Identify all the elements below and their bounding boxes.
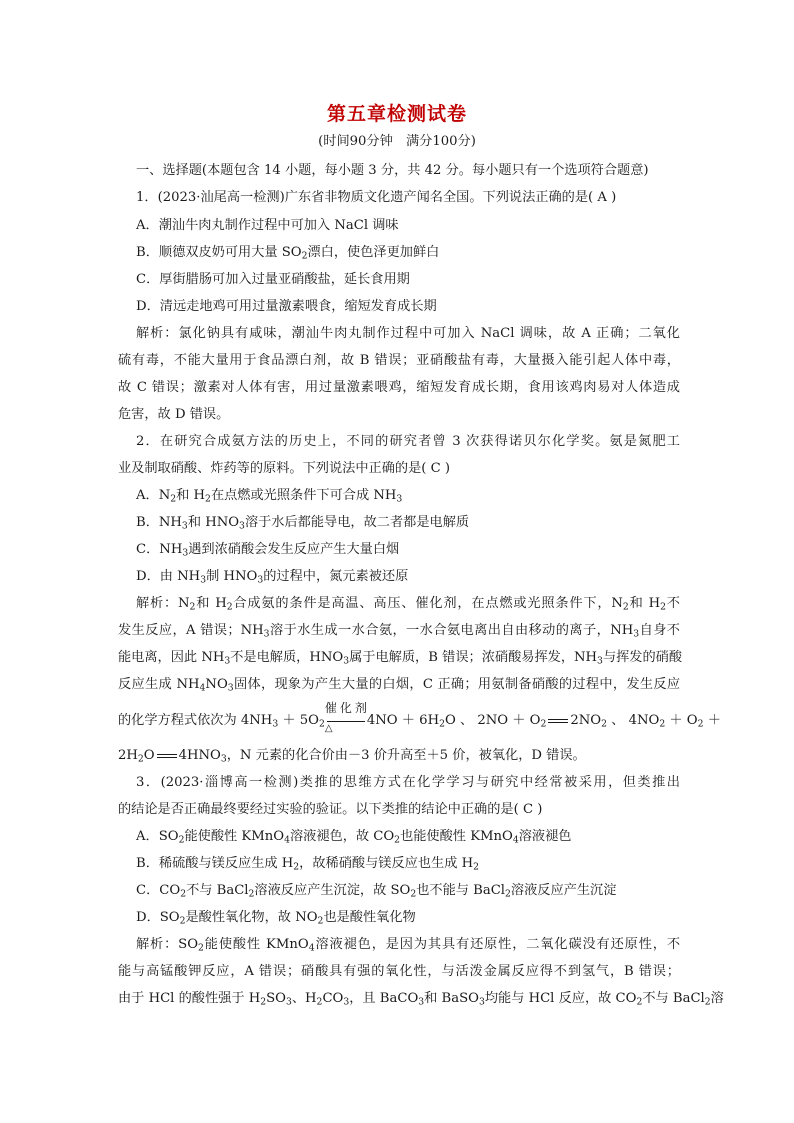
question-1-stem: 1．(2023·汕尾高一检测)广东省非物质文化遗产闻名全国。下列说法正确的是( A ) <box>136 190 617 205</box>
question-3-option-d: D．$SO_2$是酸性氧化物，故 $NO_2$也是酸性氧化物 <box>136 910 416 927</box>
question-3-option-b: B．稀硫酸与镁反应生成 $H_2$，故稀硝酸与镁反应也生成 $H_2$ <box>136 856 479 873</box>
question-2-explanation-line-2: 发生反应，A 错误；$NH_3$溶于水生成一水合氨，一水合氨电离出自由移动的离子，$NH_3$自身不 <box>118 623 680 640</box>
question-2-explanation-equations: 的化学方程式依次为 $4NH_3 + 5O_2$ 催化剂 △ $4NO + 6H_2O$ 、 $2NO + O_2$ $2NO_2$ 、 $4NO_2 + O_2$ ＋ <box>118 701 721 734</box>
page-title: 第五章检测试卷 <box>326 103 467 125</box>
question-1-explanation-line-1: 解析：氯化钠具有咸味，潮汕牛肉丸制作过程中可加入 NaCl 调味，故 A 正确；二氧化 <box>136 326 680 341</box>
question-3-stem-line-1: 3．(2023·淄博高一检测)类推的思维方式在化学学习与研究中经常被采用，但类推出 <box>136 775 680 790</box>
reaction-equals-sign <box>155 747 179 765</box>
question-2-option-b: B．$NH_3$和 $HNO_3$溶于水后都能导电，故二者都是电解质 <box>136 515 470 532</box>
question-2-stem-line-2: 业及制取硝酸、炸药等的原料。下列说法中正确的是( C ) <box>118 461 451 476</box>
question-2-explanation-line-3: 能电离，因此 $NH_3$不是电解质，$HNO_3$属于电解质，B 错误；浓硝酸易挥发，$NH_3$与挥发的硝酸 <box>118 650 683 667</box>
section-intro: 一、选择题(本题包含 14 小题，每小题 3 分，共 42 分。每小题只有一个选项符合题意) <box>136 163 649 178</box>
question-3-option-c: C．$CO_2$不与 BaCl$_2$溶液反应产生沉淀，故 $SO_2$也不能与 BaCl$_2$溶液反应产生沉淀 <box>136 883 617 900</box>
question-3-explanation-line-1: 解析：$SO_2$能使酸性 KMnO$_4$溶液褪色，是因为其具有还原性，二氧化碳没有还原性，不 <box>136 937 680 954</box>
question-1-explanation-line-2: 硫有毒，不能大量用于食品漂白剂，故 B 错误；亚硝酸盐有毒，大量摄入能引起人体中毒， <box>118 353 680 368</box>
question-2-option-a: A．$N_2$和 $H_2$在点燃或光照条件下可合成 $NH_3$ <box>136 488 403 505</box>
question-2-stem-line-1: 2．在研究合成氨方法的历史上，不同的研究者曾 3 次获得诺贝尔化学奖。氨是氮肥工 <box>136 434 680 449</box>
catalyst-heat-arrow: 催化剂 △ <box>324 701 367 734</box>
question-2-explanation-line-1: 解析：$N_2$和 $H_2$合成氨的条件是高温、高压、催化剂，在点燃或光照条件下，$N_2$和 $H_2$不 <box>136 596 680 613</box>
question-1-option-c: C．厚街腊肠可加入过量亚硝酸盐，延长食用期 <box>136 272 410 287</box>
question-3-explanation-line-2: 能与高锰酸钾反应，A 错误；硝酸具有强的氧化性，与活泼金属反应得不到氢气，B 错误； <box>118 964 680 979</box>
question-2-explanation-line-4: 反应生成 $NH_4NO_3$固体，现象为产生大量的白烟，C 正确；用氨制备硝酸的过程中，发生反应 <box>118 677 681 694</box>
question-1-explanation-line-4: 危害，故 D 错误。 <box>118 407 230 422</box>
question-1-explanation-line-3: 故 C 错误；激素对人体有害，用过量激素喂鸡，缩短发育成长期，食用该鸡肉易对人体造成 <box>118 380 680 395</box>
question-3-explanation-line-3: 由于 HCl 的酸性强于 $H_2SO_3$、$H_2CO_3$，且 BaCO$_3$和 BaSO$_3$均能与 HCl 反应，故 $CO_2$不与 BaCl$_2$溶 <box>118 991 724 1008</box>
question-2-explanation-line-6: $2H_2O$ $4HNO_3$，N 元素的化合价由－3 价升高至＋5 价，被氧化，D 错误。 <box>118 748 586 765</box>
question-1-option-a: A．潮汕牛肉丸制作过程中可加入 NaCl 调味 <box>136 218 399 233</box>
question-3-option-a: A．$SO_2$能使酸性 KMnO$_4$溶液褪色，故 $CO_2$也能使酸性 KMnO$_4$溶液褪色 <box>136 829 572 846</box>
reaction-equals-sign <box>546 712 570 730</box>
exam-time-score: (时间90分钟 满分100分) <box>318 134 476 149</box>
question-1-option-b: B．顺德双皮奶可用大量 $SO_2$漂白，使色泽更加鲜白 <box>136 245 440 262</box>
question-3-stem-line-2: 的结论是否正确最终要经过实验的验证。以下类推的结论中正确的是( C ) <box>118 802 543 817</box>
question-2-option-d: D．由 $NH_3$制 $HNO_3$的过程中，氮元素被还原 <box>136 569 409 586</box>
question-2-option-c: C．$NH_3$遇到浓硝酸会发生反应产生大量白烟 <box>136 542 400 559</box>
question-1-option-d: D．清远走地鸡可用过量激素喂食，缩短发育成长期 <box>136 299 437 314</box>
